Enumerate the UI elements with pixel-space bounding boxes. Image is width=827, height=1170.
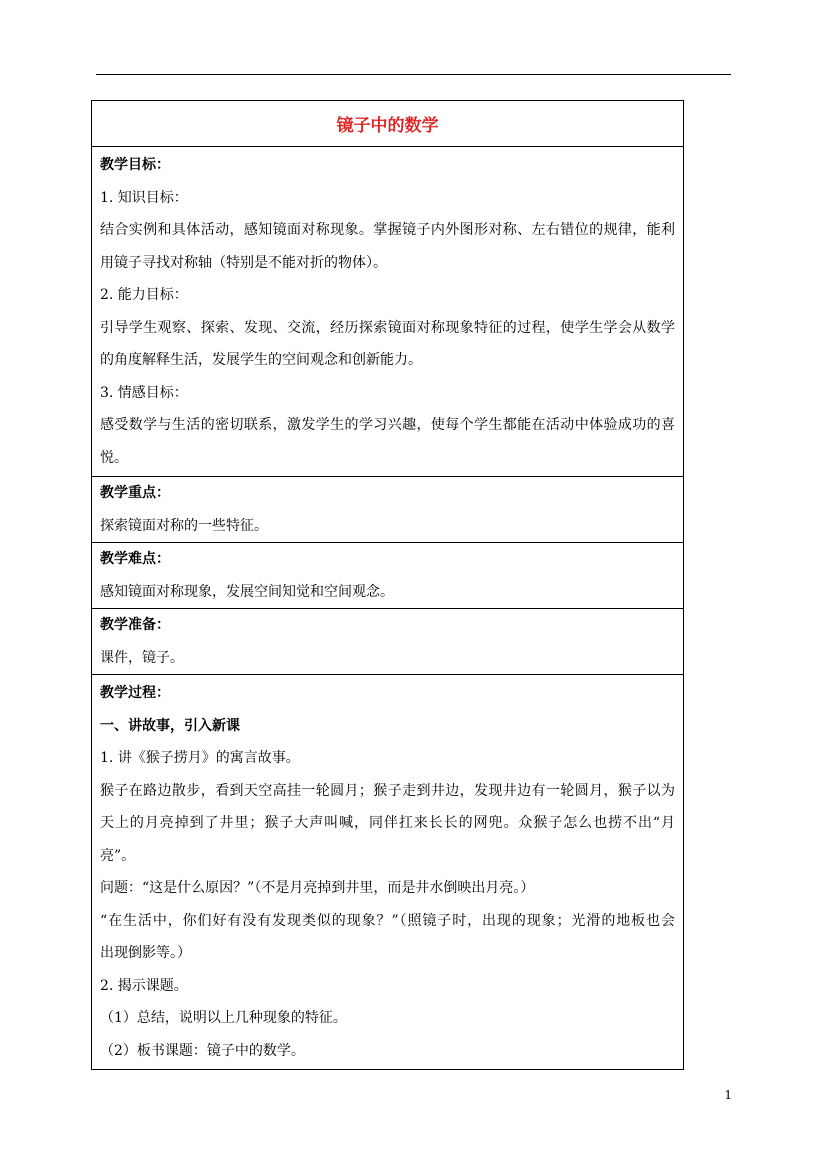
story-line: 天上的月亮掉到了井里；猴子大声叫喊，同伴扛来长长的网兜。众猴子怎么也捞不出“月 [100,815,675,831]
emotion-line: 感受数学与生活的密切联系，激发学生的学习兴趣，使每个学生都能在活动中体验成功的喜 [100,417,675,433]
document-title: 镜子中的数学 [336,116,439,136]
preparation-heading: 教学准备： [100,617,170,633]
process-step: 2. 揭示课题。 [100,977,188,994]
process-section [92,674,683,1069]
preparation-section [92,608,683,674]
process-step: 1. 讲《猴子捞月》的寓言故事。 [100,750,300,766]
title-row [92,101,683,146]
key-point-section [92,476,683,542]
knowledge-label: 1. 知识目标： [100,189,188,206]
section1-title: 一、讲故事，引入新课 [100,717,240,734]
difficulty-heading: 教学难点： [100,551,170,567]
goals-section [92,146,683,476]
key-point-heading: 教学重点： [100,485,170,501]
knowledge-line: 结合实例和具体活动，感知镜面对称现象。掌握镜子内外图形对称、左右错位的规律，能利 [100,222,675,238]
process-heading: 教学过程： [100,685,170,701]
story-line: 亮”。 [100,847,136,864]
lesson-plan-table [91,100,684,1070]
header-rule [96,74,731,75]
difficulty-text: 感知镜面对称现象，发展空间知觉和空间观念。 [100,583,394,600]
process-substep: （1）总结，说明以上几种现象的特征。 [100,1010,347,1026]
ability-line: 的角度解释生活，发展学生的空间观念和创新能力。 [100,352,422,368]
preparation-text: 课件，镜子。 [100,649,184,666]
ability-label: 2. 能力目标： [100,287,188,303]
goals-heading: 教学目标： [100,157,170,173]
difficulty-section [92,542,683,608]
emotion-line: 悦。 [100,449,128,466]
page-number: 1 [724,1088,732,1102]
ability-line: 引导学生观察、探索、发现、交流，经历探索镜面对称现象特征的过程，使学生学会从数学 [100,319,675,336]
question-line: 问题：“这是什么原因？”（不是月亮掉到井里，而是井水倒映出月亮。） [100,880,535,896]
question-line: 出现倒影等。） [100,945,191,961]
question-line: “在生活中，你们好有没有发现类似的现象？”（照镜子时，出现的现象；光滑的地板也会 [100,912,675,929]
emotion-label: 3. 情感目标： [100,384,188,401]
process-substep: （2）板书课题：镜子中的数学。 [100,1042,305,1059]
key-point-text: 探索镜面对称的一些特征。 [100,517,268,534]
story-line: 猴子在路边散步，看到天空高挂一轮圆月；猴子走到井边，发现井边有一轮圆月，猴子以为 [100,782,675,799]
knowledge-line: 用镜子寻找对称轴（特别是不能对折的物体）。 [100,254,387,271]
